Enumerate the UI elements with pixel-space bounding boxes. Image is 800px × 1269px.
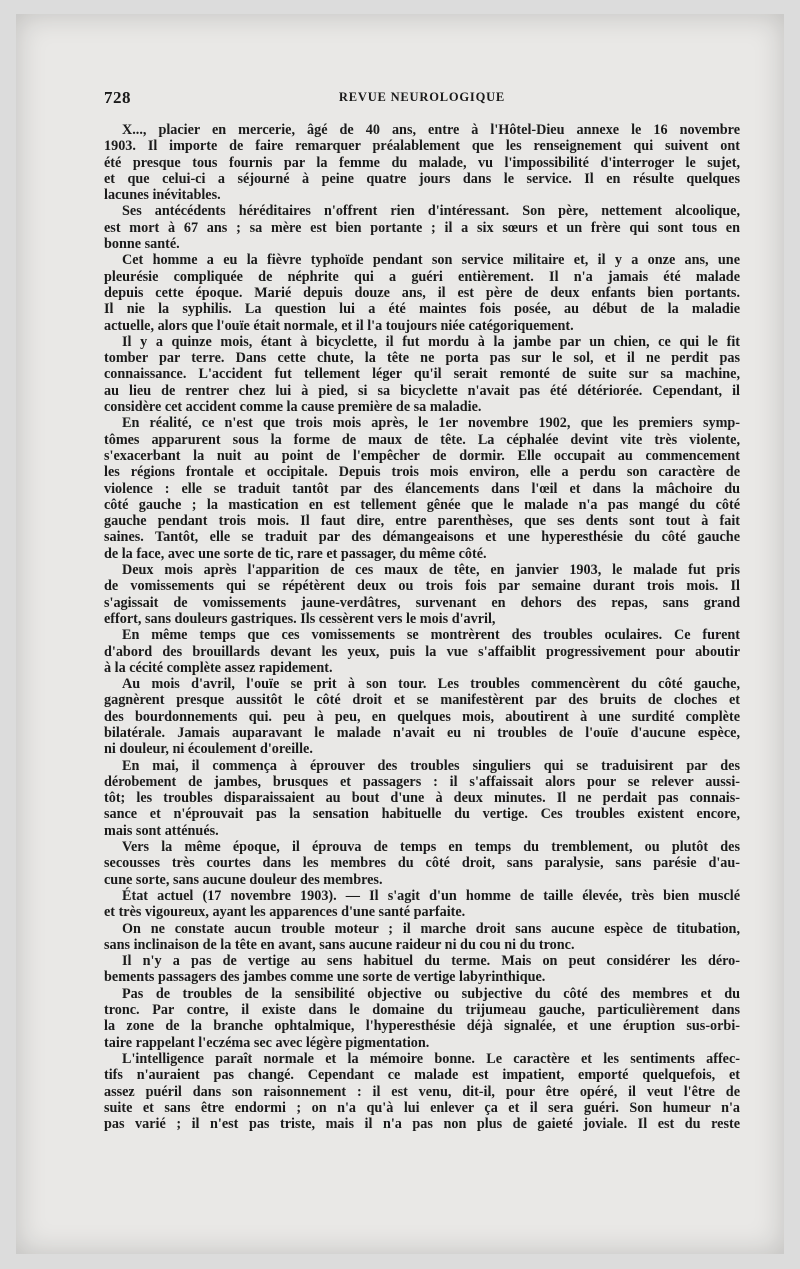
text-line: cune sorte, sans aucune douleur des membres. (104, 871, 383, 888)
text-line: de la face, avec une sorte de tic, rare et passager, du même côté. (104, 545, 487, 562)
text-line: X..., placier en mercerie, âgé de 40 ans, entre à l'Hôtel-Dieu annexe le 16 novembre (122, 122, 740, 138)
page-number: 728 (104, 88, 131, 107)
text-line: s'exacerbant la nuit au point de l'empêcher de dormir. Elle occupait au commencement (104, 447, 740, 464)
text-line: tomber par terre. Dans cette chute, la tête ne porta pas sur le sol, et il ne perdit pas (104, 350, 740, 367)
page-header (104, 88, 740, 108)
text-line: considère cet accident comme la cause première de sa maladie. (104, 399, 482, 416)
text-line: État actuel (17 novembre 1903). — Il s'agit d'un homme de taille élevée, très bien musclé (122, 887, 740, 904)
text-line: suite et sans être endormi ; on n'a qu'à lui enlever ça et il sera guéri. Son humeur n'a (104, 1099, 740, 1116)
text-line: effort, sans douleurs gastriques. Ils cessèrent vers le mois d'avril, (104, 610, 496, 627)
text-line: Deux mois après l'apparition de ces maux de tête, en janvier 1903, le malade fut pris (122, 562, 740, 579)
text-line: En réalité, ce n'est que trois mois après, le 1er novembre 1902, que les premiers symp- (122, 415, 740, 432)
text-line: Ses antécédents héréditaires n'offrent rien d'intéressant. Son père, nettement alcoolique, (122, 203, 740, 220)
text-line: secousses très courtes dans les membres du côté droit, sans paralysie, sans parésie d'au- (104, 855, 740, 872)
text-line: assez puéril dans son raisonnement : il est venu, dit-il, pour être opéré, il veut l'être de (104, 1083, 740, 1100)
text-line: mais sont atténués. (104, 822, 219, 839)
text-line: tômes apparurent sous la forme de maux de tête. La céphalée devint vite très violente, (104, 431, 740, 448)
text-line: gagnèrent presque aussitôt le côté droit et se manifestèrent par des bruits de cloches et (104, 692, 740, 709)
text-line: bements passagers des jambes comme une sorte de vertige labyrinthique. (104, 969, 546, 986)
text-line: été presque tous fournis par la femme du malade, vu l'impossibilité d'interroger le sujet, (104, 154, 740, 171)
text-line: au lieu de rentrer chez lui à pied, si sa bicyclette n'avait pas été détériorée. Cependant, il (104, 382, 740, 399)
text-line: tronc. Par contre, il existe dans le domaine du trijumeau gauche, particulièrement dans (104, 1002, 740, 1019)
text-line: tôt; les troubles disparaissaient au bout d'une à deux minutes. Il ne perdait pas connais- (104, 790, 740, 807)
text-line: Il nie la syphilis. La question lui a été maintes fois posée, au début de la maladie (104, 301, 740, 318)
text-line: des bourdonnements qui. peu à peu, en quelques mois, aboutirent à une surdité complète (104, 708, 740, 725)
text-line: Cet homme a eu la fièvre typhoïde pendant son service militaire et, il y a onze ans, une (122, 252, 740, 269)
text-line: est mort à 67 ans ; sa mère est bien portante ; il a six sœurs et un frère qui sont tous en (104, 219, 740, 236)
text-line: violence : elle se traduit tantôt par des élancements dans l'œil et dans la mâchoire du (104, 480, 740, 497)
text-line: taire rappelant l'eczéma sec avec légère pigmentation. (104, 1034, 430, 1051)
text-line: bilatérale. Jamais auparavant le malade n'avait eu ni troubles de l'ouïe d'aucune espèce, (104, 724, 740, 741)
text-line: s'agissait de vomissements jaune-verdâtres, survenant en dehors des repas, sans grand (104, 594, 740, 611)
text-line: sance et n'éprouvait pas la sensation habituelle du vertige. Ces troubles existent encore, (104, 806, 740, 823)
text-line: pleurésie compliquée de néphrite qui a guéri entièrement. Il n'a jamais été malade (104, 268, 740, 285)
document-page (16, 14, 784, 1254)
text-line: d'abord des brouillards devant les yeux, puis la vue s'affaiblit progressivement pour aboutir (104, 643, 740, 660)
text-line: pas varié ; il n'est pas triste, mais il n'a pas non plus de gaieté joviale. Il est du reste (104, 1116, 740, 1133)
text-line: les régions frontale et occipitale. Depuis trois mois environ, elle a perdu son caractère de (104, 464, 740, 481)
text-line: bonne santé. (104, 236, 180, 253)
text-line: En même temps que ces vomissements se montrèrent des troubles oculaires. Ce furent (122, 627, 740, 644)
text-line: L'intelligence paraît normale et la mémoire bonne. Le caractère et les sentiments affec- (122, 1050, 740, 1067)
text-line: tifs n'auraient pas changé. Cependant ce malade est impatient, emporté quelquefois, et (104, 1067, 740, 1084)
body-text (104, 122, 740, 1132)
text-line: saines. Tantôt, elle se traduit par des démangeaisons et une hyperesthésie du côté gauche (104, 529, 740, 546)
text-line: Pas de troubles de la sensibilité objective ou subjective du côté des membres et du (122, 985, 740, 1002)
text-line: sans inclinaison de la tête en avant, sans aucune raideur ni du cou ni du tronc. (104, 936, 575, 953)
text-line: de vomissements qui se répétèrent deux ou trois fois par semaine durant trois mois. Il (104, 578, 740, 595)
text-line: On ne constate aucun trouble moteur ; il marche droit sans aucune espèce de titubation, (122, 920, 740, 937)
text-line: la zone de la branche ophtalmique, l'hyperesthésie déjà signalée, et une éruption sus-orbi- (104, 1018, 740, 1035)
text-line: connaissance. L'accident fut tellement léger qu'il serait remonté de suite sur sa machine, (104, 366, 740, 383)
text-line: côté gauche ; la mastication en est tellement gênée que le malade n'a pas mangé du côté (104, 496, 740, 513)
running-title: REVUE NEUROLOGIQUE (338, 90, 506, 104)
text-line: lacunes inévitables. (104, 187, 221, 204)
text-line: ni douleur, ni écoulement d'oreille. (104, 741, 313, 758)
text-line: dérobement de jambes, brusques et passagers : il s'affaissait alors pour se relever aussi- (104, 773, 740, 790)
text-line: Vers la même époque, il éprouva de temps en temps du tremblement, ou plutôt des (122, 839, 740, 856)
text-line: Il n'y a pas de vertige au sens habituel du terme. Mais on peut considérer les déro- (122, 953, 740, 970)
text-line: et très vigoureux, ayant les apparences d'une santé parfaite. (104, 904, 466, 921)
text-line: En mai, il commença à éprouver des troubles singuliers qui se traduisirent par des (122, 757, 740, 774)
text-line: depuis cette époque. Marié depuis douze ans, il est père de deux enfants bien portants. (104, 284, 740, 301)
text-line: Au mois d'avril, l'ouïe se prit à son tour. Les troubles commencèrent du côté gauche, (122, 676, 740, 693)
text-line: gauche pendant trois mois. Il faut dire, entre parenthèses, que ses dents sont tout à fait (104, 513, 740, 530)
text-line: actuelle, alors que l'ouïe était normale, et il l'a toujours niée catégoriquement. (104, 317, 574, 334)
text-line: 1903. Il importe de faire remarquer préalablement que les renseignement qui suivent ont (104, 138, 740, 155)
text-line: Il y a quinze mois, étant à bicyclette, il fut mordu à la jambe par un chien, ce qui le fit (122, 333, 740, 350)
text-line: à la cécité complète assez rapidement. (104, 659, 333, 676)
text-line: et que celui-ci a séjourné à peine quatre jours dans le service. Il en résulte quelques (104, 170, 740, 187)
